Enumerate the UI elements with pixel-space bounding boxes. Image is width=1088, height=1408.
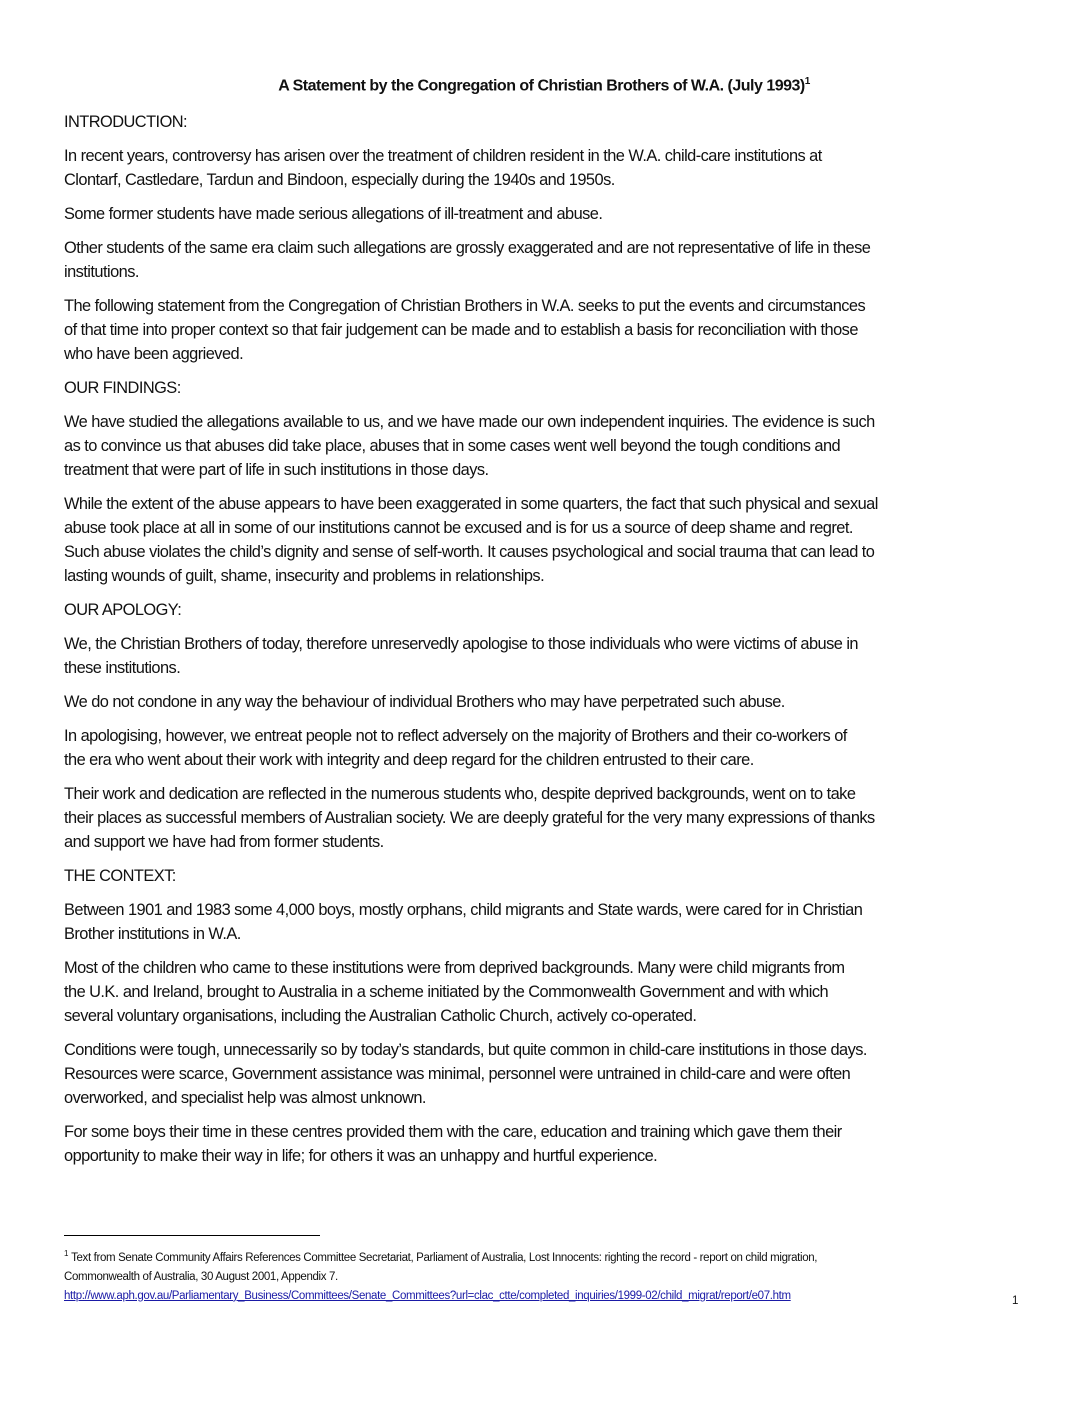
footnote-number: 1 <box>64 1249 69 1258</box>
paragraph-line: their places as successful members of Australian society. We are deeply grateful for the very many expressions of thanks <box>64 809 875 827</box>
introduction-paragraph <box>64 294 1034 366</box>
introduction-paragraph <box>64 144 1034 192</box>
paragraph-line: In apologising, however, we entreat people not to reflect adversely on the majority of Brothers and their co-workers of <box>64 727 847 745</box>
paragraph-line: abuse took place at all in some of our institutions cannot be excused and is for us a source of deep shame and regret. <box>64 519 853 537</box>
paragraph-line: opportunity to make their way in life; for others it was an unhappy and hurtful experience. <box>64 1147 658 1165</box>
context-paragraph <box>64 898 1034 946</box>
document-title <box>0 76 1088 95</box>
footnote <box>64 1244 1024 1306</box>
paragraph-line: as to convince us that abuses did take place, abuses that in some cases went well beyond the tough conditions and <box>64 437 841 455</box>
paragraph-line: these institutions. <box>64 659 181 677</box>
paragraph-line: who have been aggrieved. <box>64 345 244 363</box>
paragraph-line: institutions. <box>64 263 139 281</box>
page-number: 1 <box>1012 1295 1019 1307</box>
paragraph-line: Other students of the same era claim such allegations are grossly exaggerated and are not representative of life in these <box>64 239 871 257</box>
paragraph-line: of that time into proper context so that fair judgement can be made and to establish a basis for reconciliation with those <box>64 321 858 339</box>
paragraph-line: We do not condone in any way the behaviour of individual Brothers who may have perpetrated such abuse. <box>64 693 785 711</box>
section-heading-apology: OUR APOLOGY: <box>64 601 182 619</box>
paragraph-line: We have studied the allegations available to us, and we have made our own independent inquiries. The evidence is such <box>64 413 875 431</box>
paragraph-line: Such abuse violates the child’s dignity and sense of self-worth. It causes psychological and social trauma that can lead to <box>64 543 875 561</box>
context-paragraph <box>64 1120 1034 1168</box>
paragraph-line: The following statement from the Congregation of Christian Brothers in W.A. seeks to put the events and circumstances <box>64 297 866 315</box>
paragraph-line: Between 1901 and 1983 some 4,000 boys, mostly orphans, child migrants and State wards, were cared for in Christian <box>64 901 863 919</box>
apology-paragraph <box>64 724 1034 772</box>
introduction-paragraph <box>64 236 1034 284</box>
paragraph-line: Their work and dedication are reflected in the numerous students who, despite deprived backgrounds, went on to take <box>64 785 856 803</box>
paragraph-line: We, the Christian Brothers of today, therefore unreservedly apologise to those individuals who were victims of abuse in <box>64 635 858 653</box>
paragraph-line: While the extent of the abuse appears to have been exaggerated in some quarters, the fact that such physical and sexual <box>64 495 878 513</box>
section-heading-findings: OUR FINDINGS: <box>64 379 181 397</box>
title-text: A Statement by the Congregation of Christian Brothers of W.A. (July 1993) <box>278 77 805 95</box>
paragraph-line: and support we have had from former students. <box>64 833 384 851</box>
introduction-paragraph <box>64 202 1034 226</box>
paragraph-line: Some former students have made serious allegations of ill-treatment and abuse. <box>64 205 603 223</box>
paragraph-line: lasting wounds of guilt, shame, insecurity and problems in relationships. <box>64 567 545 585</box>
apology-paragraph <box>64 632 1034 680</box>
paragraph-line: Most of the children who came to these institutions were from deprived backgrounds. Many were child migrants from <box>64 959 845 977</box>
footnote-line-2: Commonwealth of Australia, 30 August 2001, Appendix 7. <box>64 1270 338 1283</box>
paragraph-line: overworked, and specialist help was almost unknown. <box>64 1089 426 1107</box>
paragraph-line: Conditions were tough, unnecessarily so by today’s standards, but quite common in child-care institutions in those days. <box>64 1041 867 1059</box>
section-heading-introduction: INTRODUCTION: <box>64 113 188 131</box>
paragraph-line: the era who went about their work with integrity and deep regard for the children entrusted to their care. <box>64 751 754 769</box>
footnote-text: Text from Senate Community Affairs References Committee Secretariat, Parliament of Australia, Lost Innocents: righting the record - report on child migration, <box>71 1251 818 1264</box>
findings-paragraph <box>64 410 1034 482</box>
paragraph-line: Clontarf, Castledare, Tardun and Bindoon, especially during the 1940s and 1950s. <box>64 171 615 189</box>
document-body <box>64 110 1034 1178</box>
paragraph-line: For some boys their time in these centres provided them with the care, education and training which gave them their <box>64 1123 842 1141</box>
apology-paragraph <box>64 690 1034 714</box>
context-paragraph <box>64 1038 1034 1110</box>
footnote-link[interactable]: http://www.aph.gov.au/Parliamentary_Business/Committees/Senate_Committees?url=clac_ctte/completed_inquiries/1999-02/child_migrat/report/e07.htm <box>64 1289 791 1302</box>
footnote-line-1 <box>64 1244 1024 1268</box>
apology-paragraph <box>64 782 1034 854</box>
paragraph-line: In recent years, controversy has arisen over the treatment of children resident in the W.A. child-care institutions at <box>64 147 822 165</box>
paragraph-line: Brother institutions in W.A. <box>64 925 241 943</box>
paragraph-line: the U.K. and Ireland, brought to Australia in a scheme initiated by the Commonwealth Government and with which <box>64 983 829 1001</box>
footnote-reference[interactable]: 1 <box>804 76 810 87</box>
findings-paragraph <box>64 492 1034 588</box>
paragraph-line: Resources were scarce, Government assistance was minimal, personnel were untrained in child-care and were often <box>64 1065 851 1083</box>
footnote-separator <box>64 1235 320 1236</box>
paragraph-line: several voluntary organisations, including the Australian Catholic Church, actively co-operated. <box>64 1007 697 1025</box>
context-paragraph <box>64 956 1034 1028</box>
section-heading-context: THE CONTEXT: <box>64 867 176 885</box>
paragraph-line: treatment that were part of life in such institutions in those days. <box>64 461 489 479</box>
